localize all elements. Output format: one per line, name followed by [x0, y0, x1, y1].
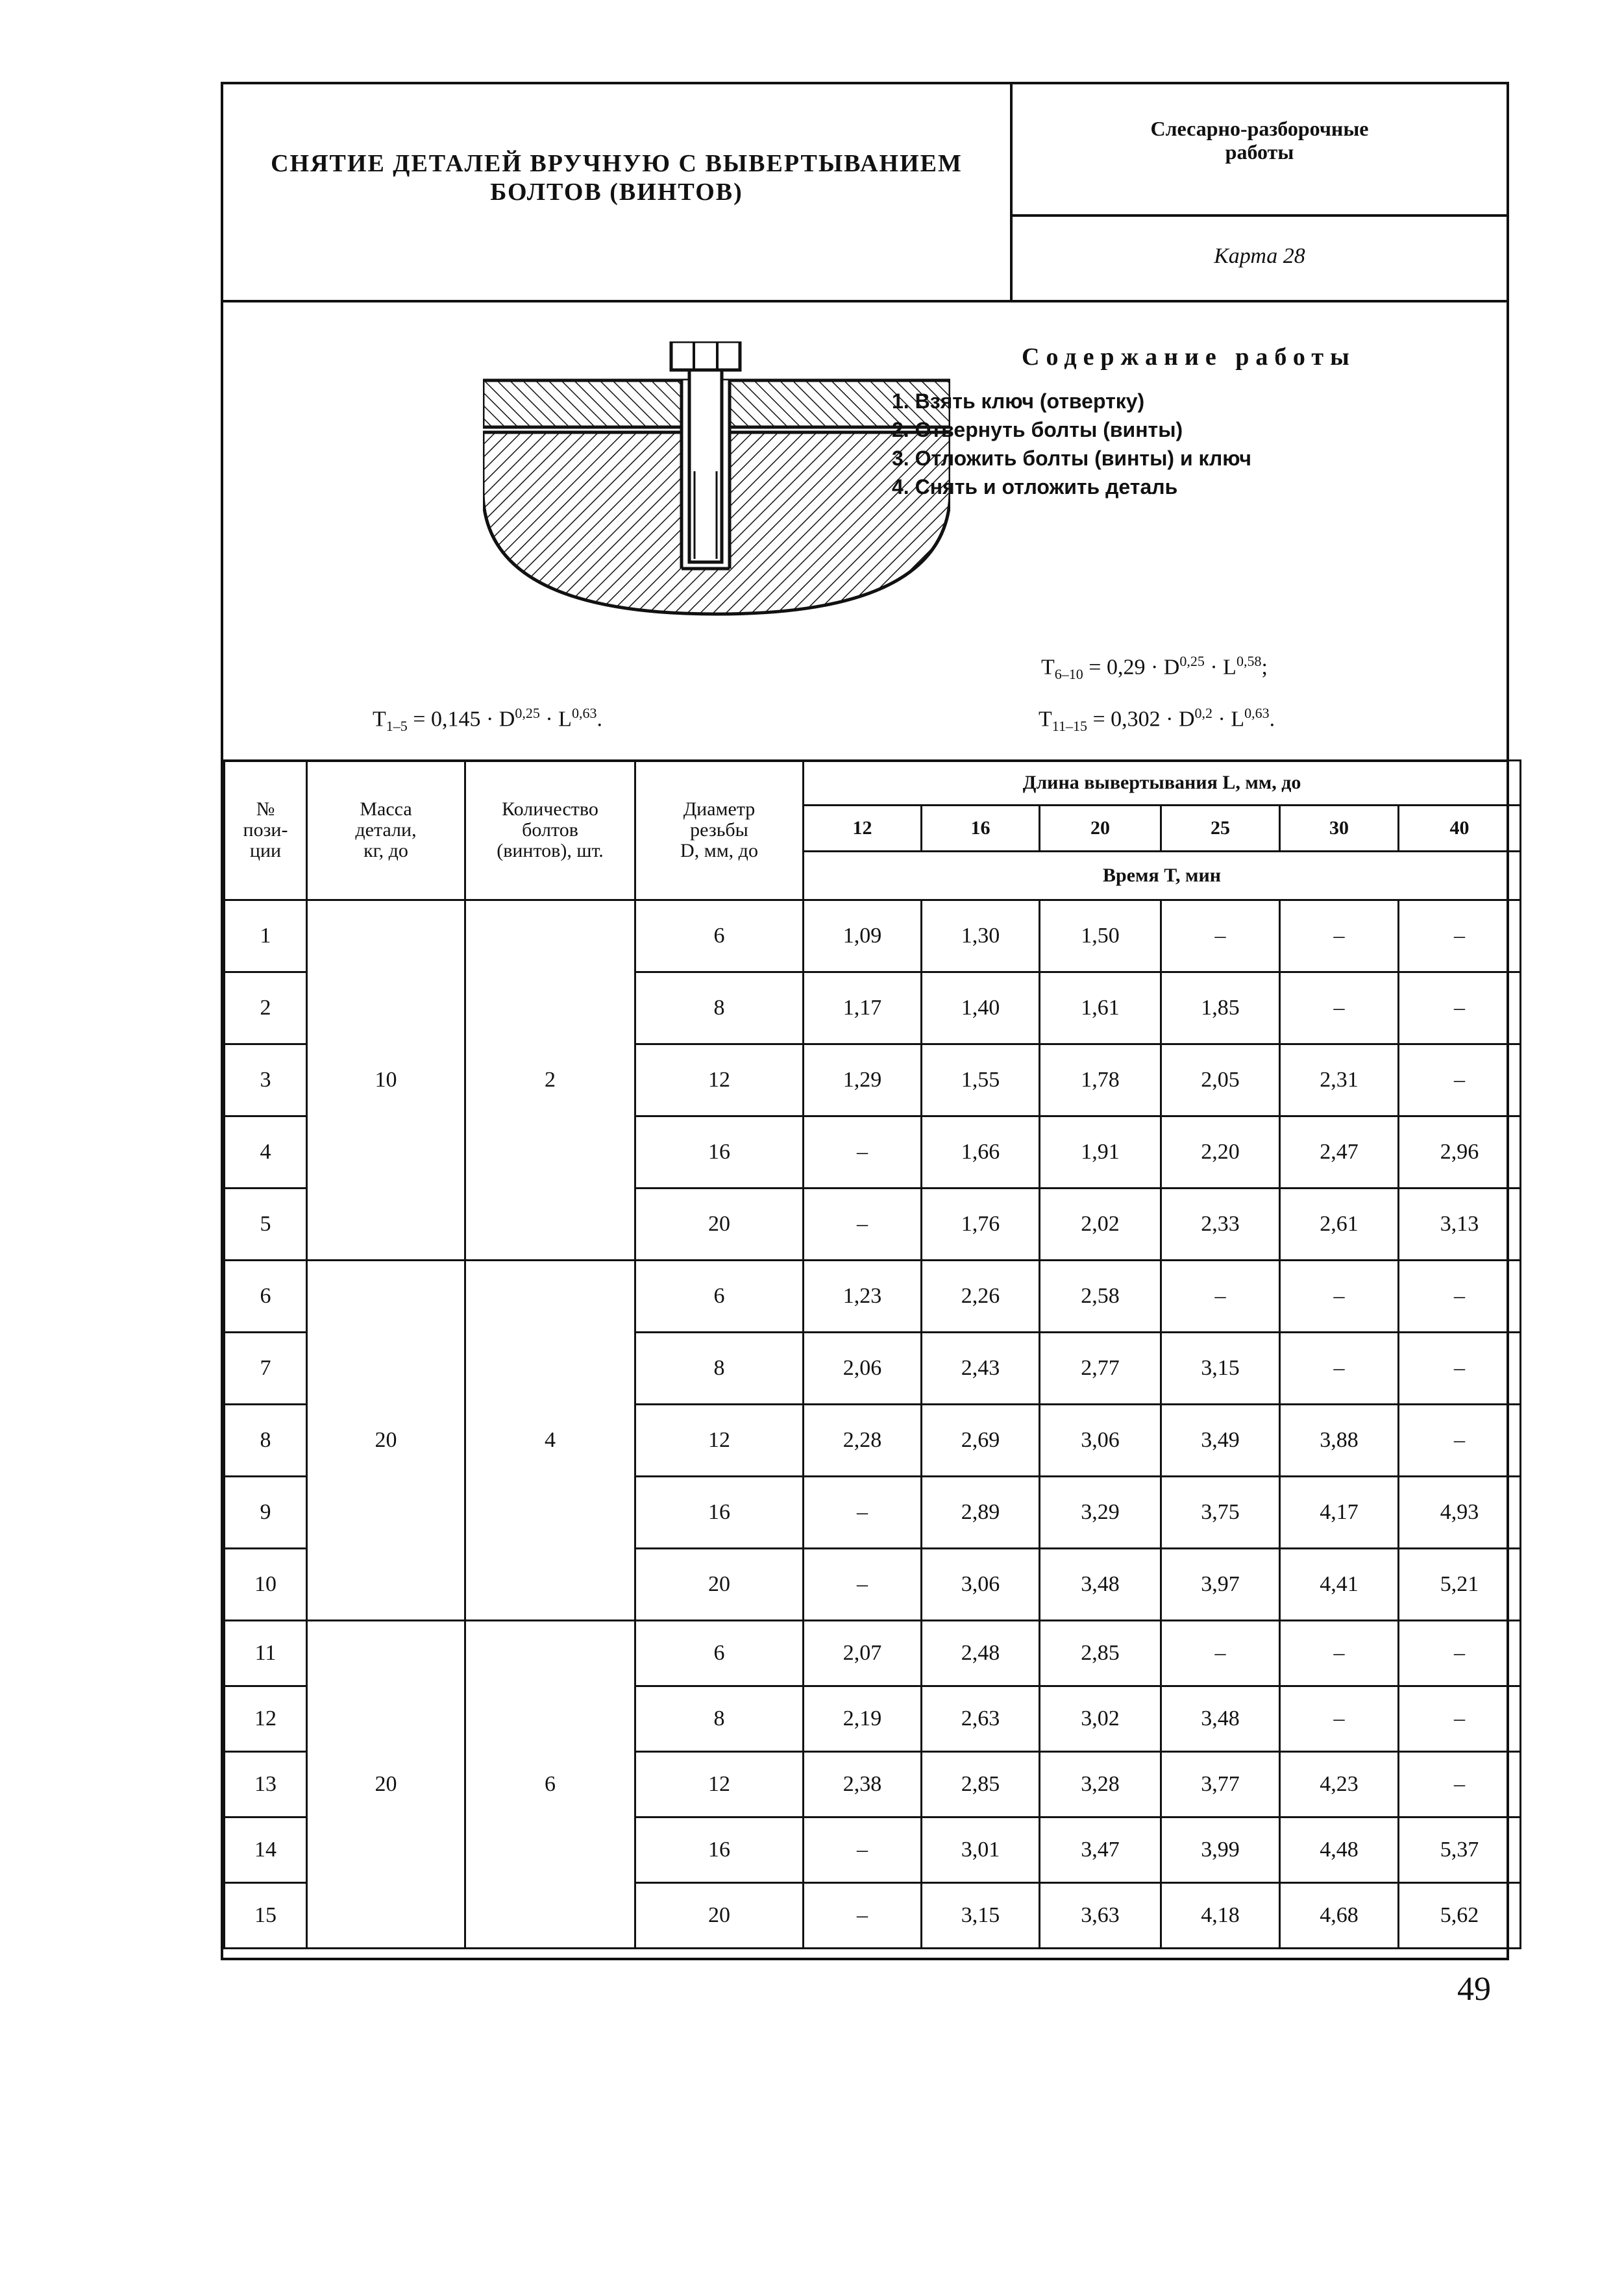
- time-cell: 3,63: [1040, 1883, 1161, 1949]
- time-cell: –: [804, 1817, 922, 1883]
- card-number: Карта 28: [1214, 244, 1305, 268]
- card-cell: [1013, 217, 1507, 300]
- diameter-cell: 20: [635, 1189, 804, 1261]
- mass-cell: 10: [307, 900, 465, 1261]
- step-item: 1. Взять ключ (отвертку): [892, 389, 1145, 413]
- document-sheet: [221, 82, 1509, 1960]
- diameter-cell: 8: [635, 972, 804, 1044]
- diameter-cell: 20: [635, 1549, 804, 1621]
- time-cell: 4,68: [1280, 1883, 1399, 1949]
- time-cell: 2,20: [1161, 1116, 1280, 1189]
- time-cell: –: [1399, 1686, 1521, 1752]
- length-12: 12: [804, 806, 922, 852]
- time-cell: –: [804, 1549, 922, 1621]
- step-item: 2. Отвернуть болты (винты): [892, 418, 1183, 441]
- time-cell: 2,63: [922, 1686, 1040, 1752]
- diameter-cell: 16: [635, 1477, 804, 1549]
- formula-positions-11-15: $T_{11-15} = 0,302 \cdot D^{0,2} \cdot L^{0,63}$.: [1039, 705, 1275, 735]
- position-cell: 4: [225, 1116, 307, 1189]
- time-cell: 4,23: [1280, 1752, 1399, 1817]
- time-cell: 1,91: [1040, 1116, 1161, 1189]
- time-cell: –: [1161, 1621, 1280, 1686]
- time-cell: 1,23: [804, 1261, 922, 1333]
- title-cell: [223, 84, 1013, 300]
- time-cell: 1,17: [804, 972, 922, 1044]
- position-cell: 6: [225, 1261, 307, 1333]
- time-cell: –: [1399, 1044, 1521, 1116]
- time-cell: 2,02: [1040, 1189, 1161, 1261]
- time-cell: 1,09: [804, 900, 922, 972]
- formula-positions-6-10: $T_{6-10} = 0,29 \cdot D^{0,25} \cdot L^{0,58}$;: [1041, 653, 1268, 683]
- diameter-cell: 12: [635, 1752, 804, 1817]
- time-cell: 4,41: [1280, 1549, 1399, 1621]
- time-cell: 2,33: [1161, 1189, 1280, 1261]
- position-cell: 12: [225, 1686, 307, 1752]
- time-cell: 3,02: [1040, 1686, 1161, 1752]
- time-cell: –: [804, 1477, 922, 1549]
- time-cell: 1,76: [922, 1189, 1040, 1261]
- time-cell: 5,37: [1399, 1817, 1521, 1883]
- bolts-cell: 6: [465, 1621, 635, 1949]
- position-cell: 1: [225, 900, 307, 972]
- position-cell: 9: [225, 1477, 307, 1549]
- table-row: [225, 1261, 1521, 1333]
- position-cell: 10: [225, 1549, 307, 1621]
- time-cell: 3,13: [1399, 1189, 1521, 1261]
- step-item: 4. Снять и отложить деталь: [892, 475, 1178, 499]
- diameter-cell: 16: [635, 1116, 804, 1189]
- time-cell: 2,85: [1040, 1621, 1161, 1686]
- time-cell: 3,06: [1040, 1405, 1161, 1477]
- position-cell: 15: [225, 1883, 307, 1949]
- time-cell: 1,30: [922, 900, 1040, 972]
- step-item: 3. Отложить болты (винты) и ключ: [892, 447, 1251, 470]
- header-mass: Масса детали, кг, до: [307, 761, 465, 900]
- time-cell: 5,21: [1399, 1549, 1521, 1621]
- position-cell: 2: [225, 972, 307, 1044]
- length-30: 30: [1280, 806, 1399, 852]
- time-cell: –: [1399, 1333, 1521, 1405]
- position-cell: 7: [225, 1333, 307, 1405]
- length-16: 16: [922, 806, 1040, 852]
- mass-cell: 20: [307, 1621, 465, 1949]
- document-title: СНЯТИЕ ДЕТАЛЕЙ ВРУЧНУЮ С ВЫВЕРТЫВАНИЕМ БОЛТОВ (ВИНТОВ): [271, 150, 963, 206]
- bolt-head: [671, 341, 740, 370]
- time-cell: 2,38: [804, 1752, 922, 1817]
- time-cell: –: [1280, 972, 1399, 1044]
- time-cell: –: [804, 1883, 922, 1949]
- time-cell: 1,85: [1161, 972, 1280, 1044]
- time-cell: –: [1280, 1261, 1399, 1333]
- time-cell: 3,48: [1040, 1549, 1161, 1621]
- table-row: [225, 900, 1521, 972]
- time-cell: 2,19: [804, 1686, 922, 1752]
- time-cell: 1,78: [1040, 1044, 1161, 1116]
- position-cell: 13: [225, 1752, 307, 1817]
- time-cell: 2,47: [1280, 1116, 1399, 1189]
- work-steps: [892, 387, 1251, 501]
- position-cell: 14: [225, 1817, 307, 1883]
- mass-cell: 20: [307, 1261, 465, 1621]
- time-cell: –: [1399, 1405, 1521, 1477]
- time-cell: 2,77: [1040, 1333, 1161, 1405]
- time-cell: –: [1399, 1621, 1521, 1686]
- table-row: [225, 1621, 1521, 1686]
- time-cell: –: [1399, 1752, 1521, 1817]
- diameter-cell: 6: [635, 900, 804, 972]
- time-cell: 3,49: [1161, 1405, 1280, 1477]
- category-cell: [1013, 84, 1507, 217]
- length-40: 40: [1399, 806, 1521, 852]
- time-cell: 1,61: [1040, 972, 1161, 1044]
- time-cell: 4,48: [1280, 1817, 1399, 1883]
- time-cell: 2,48: [922, 1621, 1040, 1686]
- time-cell: 3,47: [1040, 1817, 1161, 1883]
- time-cell: –: [804, 1189, 922, 1261]
- time-cell: 4,17: [1280, 1477, 1399, 1549]
- time-cell: 2,05: [1161, 1044, 1280, 1116]
- time-cell: 2,26: [922, 1261, 1040, 1333]
- time-cell: 2,28: [804, 1405, 922, 1477]
- time-cell: 4,18: [1161, 1883, 1280, 1949]
- time-cell: 2,96: [1399, 1116, 1521, 1189]
- diameter-cell: 6: [635, 1261, 804, 1333]
- time-cell: 5,62: [1399, 1883, 1521, 1949]
- diameter-cell: 8: [635, 1333, 804, 1405]
- time-cell: –: [1161, 900, 1280, 972]
- time-cell: –: [1280, 900, 1399, 972]
- time-cell: –: [1280, 1621, 1399, 1686]
- time-cell: 3,75: [1161, 1477, 1280, 1549]
- diameter-cell: 8: [635, 1686, 804, 1752]
- time-cell: 2,89: [922, 1477, 1040, 1549]
- position-cell: 8: [225, 1405, 307, 1477]
- time-cell: –: [1399, 972, 1521, 1044]
- header-bolts: Количество болтов (винтов), шт.: [465, 761, 635, 900]
- time-cell: –: [1399, 900, 1521, 972]
- table-body: [225, 900, 1521, 1949]
- time-cell: 3,15: [922, 1883, 1040, 1949]
- time-norms-table: [223, 759, 1521, 1949]
- time-cell: 2,07: [804, 1621, 922, 1686]
- bolts-cell: 2: [465, 900, 635, 1261]
- time-cell: –: [1161, 1261, 1280, 1333]
- bolted-part-drawing: [483, 341, 950, 621]
- diameter-cell: 12: [635, 1405, 804, 1477]
- time-cell: 3,99: [1161, 1817, 1280, 1883]
- time-cell: 2,31: [1280, 1044, 1399, 1116]
- time-cell: 1,40: [922, 972, 1040, 1044]
- time-cell: 2,06: [804, 1333, 922, 1405]
- time-cell: 3,15: [1161, 1333, 1280, 1405]
- time-cell: 2,61: [1280, 1189, 1399, 1261]
- position-cell: 3: [225, 1044, 307, 1116]
- diameter-cell: 6: [635, 1621, 804, 1686]
- bolts-cell: 4: [465, 1261, 635, 1621]
- time-cell: 3,77: [1161, 1752, 1280, 1817]
- formula-positions-1-5: $T_{1-5} = 0,145 \cdot D^{0,25} \cdot L^{0,63}$.: [373, 705, 602, 735]
- time-cell: –: [1280, 1333, 1399, 1405]
- time-cell: 2,69: [922, 1405, 1040, 1477]
- time-cell: 2,43: [922, 1333, 1040, 1405]
- header-block: [223, 84, 1507, 302]
- work-category: Слесарно-разборочные работы: [1150, 117, 1369, 164]
- header-position: № пози- ции: [225, 761, 307, 900]
- time-cell: 1,29: [804, 1044, 922, 1116]
- length-20: 20: [1040, 806, 1161, 852]
- content-block: [223, 302, 1507, 762]
- time-cell: 3,28: [1040, 1752, 1161, 1817]
- header-time: Время T, мин: [804, 852, 1521, 900]
- time-cell: 3,06: [922, 1549, 1040, 1621]
- content-heading: Содержание работы: [1022, 343, 1356, 371]
- time-cell: –: [804, 1116, 922, 1189]
- time-cell: 2,85: [922, 1752, 1040, 1817]
- time-cell: 2,58: [1040, 1261, 1161, 1333]
- diameter-cell: 20: [635, 1883, 804, 1949]
- time-cell: 3,48: [1161, 1686, 1280, 1752]
- time-cell: 3,01: [922, 1817, 1040, 1883]
- time-cell: –: [1280, 1686, 1399, 1752]
- page-number: 49: [1457, 1971, 1491, 2008]
- diameter-cell: 12: [635, 1044, 804, 1116]
- time-cell: 4,93: [1399, 1477, 1521, 1549]
- header-length: Длина вывертывания L, мм, до: [804, 761, 1521, 806]
- time-cell: 1,55: [922, 1044, 1040, 1116]
- diameter-cell: 16: [635, 1817, 804, 1883]
- time-cell: 1,66: [922, 1116, 1040, 1189]
- time-cell: 1,50: [1040, 900, 1161, 972]
- time-cell: 3,97: [1161, 1549, 1280, 1621]
- time-cell: 3,88: [1280, 1405, 1399, 1477]
- time-cell: 3,29: [1040, 1477, 1161, 1549]
- position-cell: 11: [225, 1621, 307, 1686]
- time-cell: –: [1399, 1261, 1521, 1333]
- position-cell: 5: [225, 1189, 307, 1261]
- header-diameter: Диаметр резьбы D, мм, до: [635, 761, 804, 900]
- length-25: 25: [1161, 806, 1280, 852]
